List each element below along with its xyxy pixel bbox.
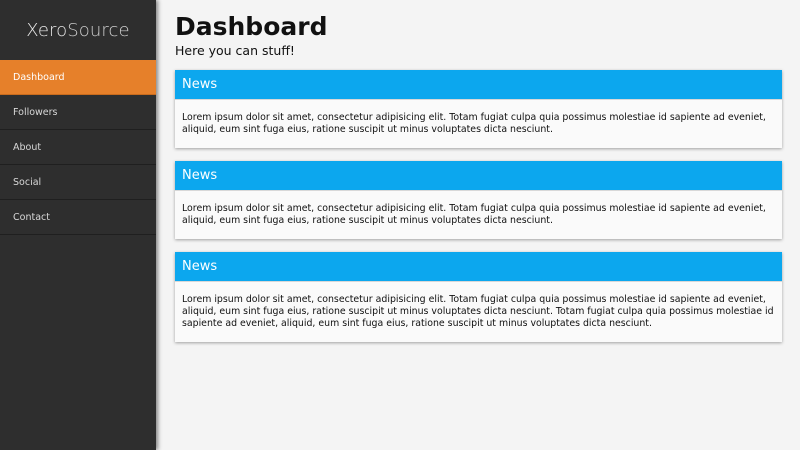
card-title: News [182,259,218,274]
brand-name-second: Source [67,19,130,41]
sidebar-item-contact[interactable] [0,200,156,235]
sidebar-item-social[interactable] [0,165,156,200]
card-header [175,161,782,190]
brand-logo[interactable] [0,0,156,60]
sidebar-item-about[interactable] [0,130,156,165]
sidebar-item-label: Social [13,176,42,188]
sidebar-item-label: Contact [13,211,50,223]
sidebar-item-dashboard[interactable] [0,60,156,95]
news-card [175,70,782,148]
card-header [175,70,782,99]
sidebar-item-label: Followers [13,106,58,118]
page-title: Dashboard [175,12,328,41]
news-card [175,252,782,342]
sidebar-item-followers[interactable] [0,95,156,130]
sidebar-nav [0,60,156,235]
sidebar-item-label: About [13,141,42,153]
brand-name-first: Xero [26,19,68,41]
card-title: News [182,77,218,92]
card-header [175,252,782,281]
card-title: News [182,168,218,183]
main-content [175,0,782,329]
page-subtitle: Here you can stuff! [175,43,295,58]
card-body: Lorem ipsum dolor sit amet, consectetur adipisicing elit. Totam fugiat culpa quia possimus molestiae id sapiente ad eveniet, aliquid, eum sint fuga eius, ratione suscipit ut minus voluptates dicta nesciunt. [175,190,782,239]
card-list [175,70,782,355]
sidebar-item-label: Dashboard [13,71,65,83]
card-body: Lorem ipsum dolor sit amet, consectetur adipisicing elit. Totam fugiat culpa quia possimus molestiae id sapiente ad eveniet, aliquid, eum sint fuga eius, ratione suscipit ut minus voluptates dicta nesciunt. Totam fugiat culpa quia possimus molestiae id sapiente ad eveniet, aliquid, eum sint fuga eius, ratione suscipit ut minus voluptates dicta nesciunt. [175,281,782,342]
sidebar [0,0,156,450]
card-body: Lorem ipsum dolor sit amet, consectetur adipisicing elit. Totam fugiat culpa quia possimus molestiae id sapiente ad eveniet, aliquid, eum sint fuga eius, ratione suscipit ut minus voluptates dicta nesciunt. [175,99,782,148]
news-card [175,161,782,239]
